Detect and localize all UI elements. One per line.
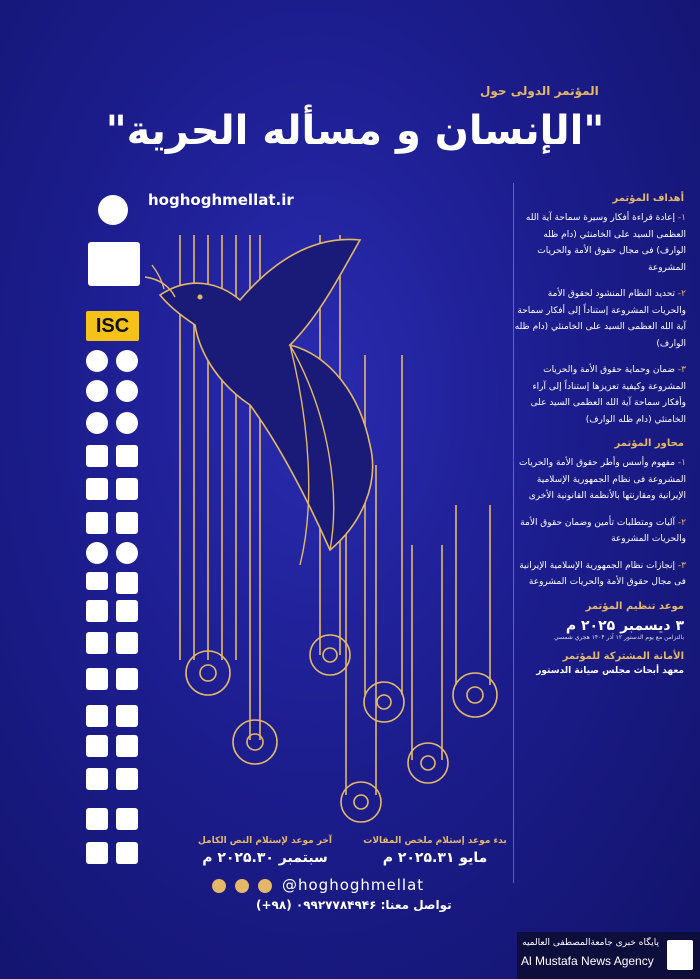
partner-logo <box>116 842 138 864</box>
conference-title: "الإنسان و مسأله الحرية" <box>105 108 605 154</box>
partner-logo <box>116 572 138 594</box>
right-column <box>512 193 690 676</box>
partner-logo <box>86 512 108 534</box>
partner-logo <box>116 668 138 690</box>
partner-logo <box>86 478 108 500</box>
partner-logo <box>86 842 108 864</box>
partner-logo <box>116 380 138 402</box>
axes-heading: محاور المؤتمر <box>614 438 684 449</box>
partner-logo <box>86 445 108 467</box>
agency-logo-icon <box>667 940 693 970</box>
contact-phone: تواصل معنا: ۰۹۹۲۷۷۸۴۹۴۶ (۹۸+) <box>256 898 452 912</box>
goal-item-1: ۱- إعادة قراءة أفكار وسيرة سماحة آية الله العظمى السيد على الخامنئي (دام ظله الوارف) فى مجال حقوق الأمة والحريات المشروعة <box>525 213 686 273</box>
conference-date: ۳ ديسمبر ۲۰۲۵ م <box>565 617 684 634</box>
partner-logo <box>116 768 138 790</box>
partner-logo <box>86 735 108 757</box>
social-icons <box>212 878 272 897</box>
badge-english-text: Al Mustafa News Agency <box>521 954 654 968</box>
bale-icon[interactable] <box>258 879 272 893</box>
secretariat-heading: الأمانة المشتركة للمؤتمر <box>562 650 684 662</box>
partner-logo <box>116 542 138 564</box>
goals-heading: أهداف المؤتمر <box>612 193 684 204</box>
partner-logo <box>116 632 138 654</box>
partner-logo <box>116 350 138 372</box>
date-note: بالتزامن مع يوم الدستور ۱۲ آذر ۱۴۰۴ هجري شمسي <box>553 633 684 641</box>
partner-logo <box>116 735 138 757</box>
axis-item-3: ۳- إنجازات نظام الجمهورية الإسلامية الإيرانية فى مجال حقوق الأمة والحريات المشروعة <box>519 560 686 587</box>
eitaa-icon[interactable] <box>235 879 249 893</box>
partner-logo <box>86 350 108 372</box>
news-agency-badge <box>517 932 700 979</box>
partner-logo <box>116 600 138 622</box>
conference-subtitle: المؤتمر الدولی حول <box>480 84 599 98</box>
goal-item-2: ۲- تحديد النظام المنشود لحقوق الأمة والحريات المشروعة إستناداً إلى أفكار سماحة آية الله العظمى السيد على الخامنئي (دام ظله الوارف) <box>514 289 686 349</box>
partner-logo <box>86 542 108 564</box>
badge-arabic-text: پایگاه خبری جامعةالمصطفی العالمیه <box>522 938 659 948</box>
partner-logo <box>86 412 108 434</box>
partner-logo <box>86 808 108 830</box>
partner-logo <box>86 600 108 622</box>
partner-logo <box>116 808 138 830</box>
isc-logo: ISC <box>86 311 139 341</box>
schedule-heading: موعد تنظيم المؤتمر <box>585 600 684 612</box>
axis-item-2: ۲- آليات ومتطلبات تأمين وضمان حقوق الأمة والحريات المشروعة <box>520 517 686 544</box>
partner-logo <box>86 632 108 654</box>
partner-logo <box>98 195 128 225</box>
partner-logo <box>86 380 108 402</box>
abstract-deadline: بدء موعد إستلام ملخص المقالات مايو ۲۰۲۵.۳۱ م <box>363 836 507 866</box>
partner-logo <box>86 668 108 690</box>
goal-item-3: ۳- ضمان وحماية حقوق الأمة والحريات المشروعة وكيفية تعزيزها إستناداً إلى آراء وأفكار سماحة آية الله العظمى السيد على الخامنئي (دام ظله الوارف) <box>530 365 686 425</box>
website-link[interactable]: hoghoghmellat.ir <box>148 191 294 209</box>
dove-scroll-illustration <box>140 205 520 845</box>
partner-logo <box>116 445 138 467</box>
partner-logo <box>116 412 138 434</box>
partner-logo <box>116 705 138 727</box>
partner-logo <box>86 705 108 727</box>
secretariat-name: معهد أبحاث مجلس صيانة الدستور <box>536 665 684 676</box>
partner-logo <box>116 512 138 534</box>
social-handle[interactable]: @hoghoghmellat <box>282 876 425 894</box>
partner-logo <box>88 242 140 286</box>
telegram-icon[interactable] <box>212 879 226 893</box>
partner-logo <box>86 572 108 590</box>
fulltext-deadline: آخر موعد لإستلام النص الكامل سبتمبر ۲۰۲۵.۳۰ م <box>197 836 333 866</box>
axis-item-1: ۱- مفهوم وأسس وأطر حقوق الأمة والحريات المشروعة فى نظام الجمهورية الإسلامية الإيرانية ومقارنتها بالأنظمة القانونية الأخرى <box>519 458 686 501</box>
partner-logo <box>86 768 108 790</box>
partner-logo <box>116 478 138 500</box>
